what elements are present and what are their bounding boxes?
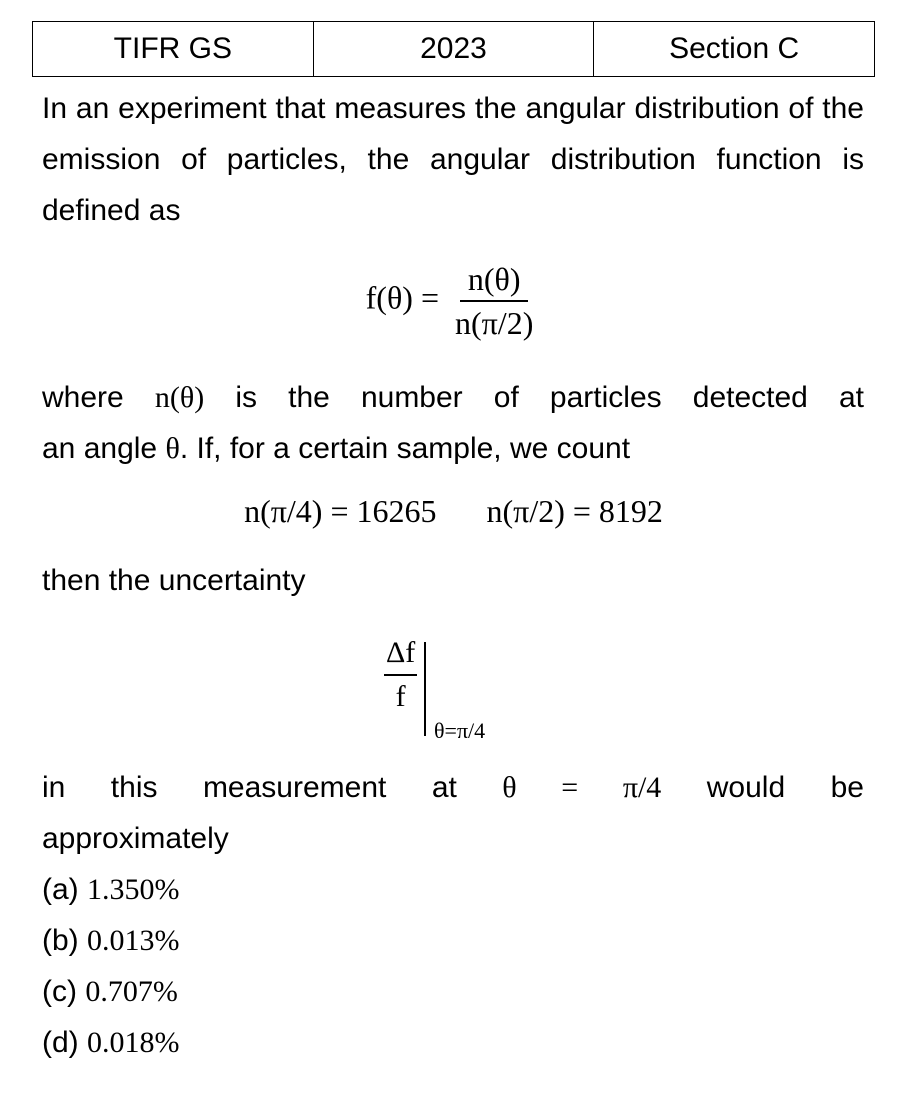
evaluation-bar — [424, 642, 426, 736]
definition-equation — [0, 262, 907, 340]
measurement-line-2: approximately — [42, 822, 229, 855]
option-c-value: 0.707% — [85, 975, 178, 1008]
angle-math: θ — [165, 432, 180, 465]
header-table — [32, 21, 875, 77]
where-math: n(θ) — [154, 381, 205, 414]
definition-fraction — [447, 262, 541, 340]
option-a-value: 1.350% — [87, 873, 180, 906]
count-equation — [0, 493, 907, 530]
count-term-2: n(π/2) = 8192 — [486, 493, 663, 529]
uncertainty-fraction — [384, 636, 417, 714]
option-c-label: (c) — [42, 975, 86, 1008]
header-row — [33, 22, 875, 77]
section-cell: Section C — [594, 22, 875, 77]
question-intro: In an experiment that measures the angular distribution of the emission of particles, the angular distribution function is defined as — [42, 92, 864, 227]
measurement-line-1 — [42, 762, 864, 813]
measurement-text-2: would be — [661, 771, 864, 804]
angle-text: an angle — [42, 432, 166, 465]
evaluation-subscript: θ=π/4 — [434, 718, 486, 743]
option-d[interactable] — [42, 1017, 180, 1068]
option-b-label: (b) — [42, 924, 87, 957]
option-b[interactable] — [42, 915, 180, 966]
where-line-1 — [42, 372, 864, 423]
count-text: . If, for a certain sample, we count — [179, 432, 631, 465]
option-a[interactable] — [42, 864, 180, 915]
year-cell: 2023 — [313, 22, 594, 77]
where-line-2 — [42, 423, 864, 474]
uncertainty-denominator: f — [395, 680, 406, 713]
uncertainty-intro: then the uncertainty — [42, 564, 306, 597]
definition-denominator: n(π/2) — [454, 305, 534, 341]
option-b-value: 0.013% — [87, 924, 180, 957]
where-text-2: is the number of particles detected at — [204, 381, 864, 414]
uncertainty-numerator: Δf — [384, 636, 417, 676]
option-a-label: (a) — [42, 873, 87, 906]
count-term-1: n(π/4) = 16265 — [244, 493, 437, 529]
uncertainty-expression — [384, 636, 486, 743]
option-c[interactable] — [42, 966, 178, 1017]
definition-numerator: n(θ) — [460, 262, 529, 302]
definition-lhs: f(θ) = — [365, 279, 439, 316]
exam-name-cell: TIFR GS — [33, 22, 314, 77]
measurement-text: in this measurement at — [42, 771, 503, 804]
measurement-math: θ = π/4 — [502, 771, 662, 804]
option-d-label: (d) — [42, 1026, 87, 1059]
option-d-value: 0.018% — [87, 1026, 180, 1059]
where-text: where — [42, 381, 155, 414]
